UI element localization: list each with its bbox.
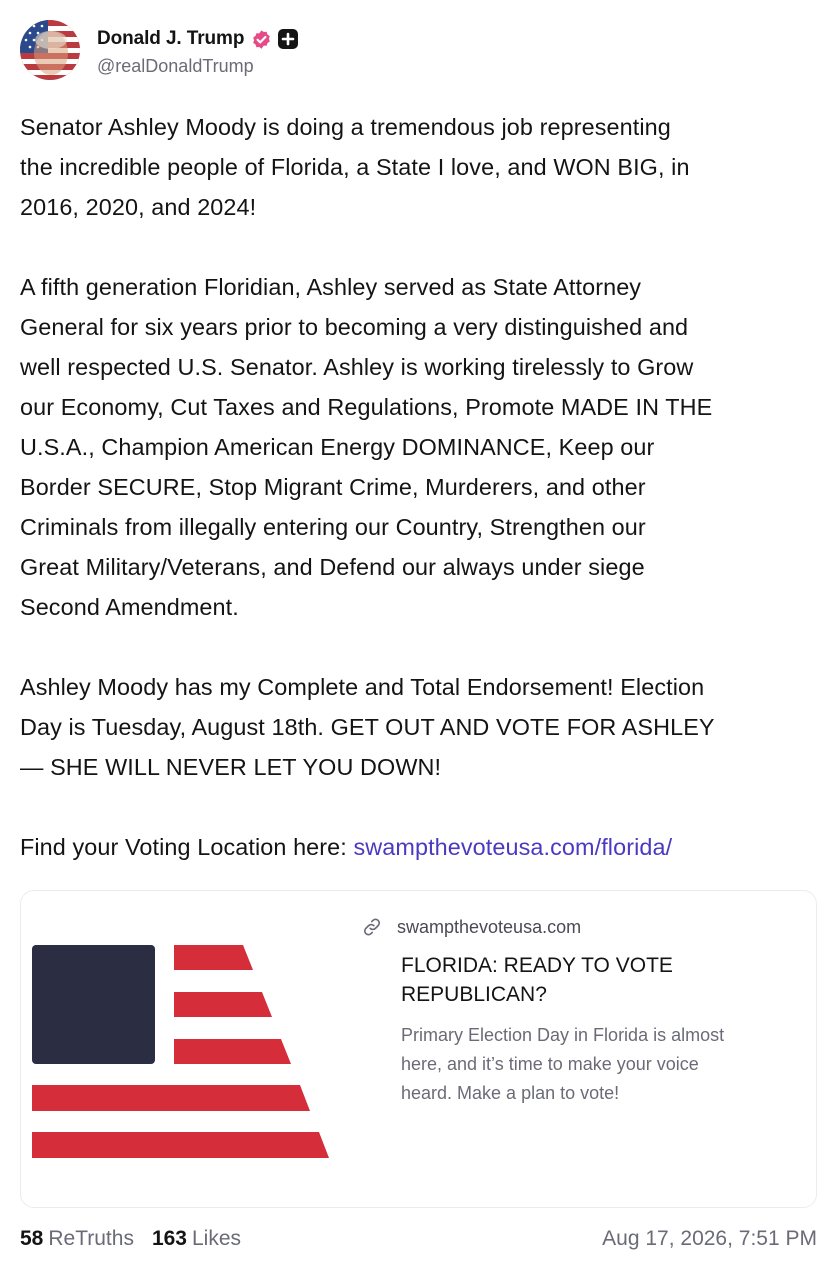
link-preview-info [361, 915, 801, 1108]
author-identity [97, 26, 298, 77]
name-row [97, 26, 298, 52]
link-preview-description: Primary Election Day in Florida is almost here, and it’s time to make your voice heard. Make a plan to vote! [401, 1025, 725, 1103]
voting-location-prefix: Find your Voting Location here: [20, 834, 354, 860]
likes-stat[interactable] [152, 1227, 241, 1251]
post-footer [20, 1223, 817, 1255]
post-header [20, 20, 298, 82]
display-name[interactable]: Donald J. Trump [97, 28, 245, 49]
author-handle[interactable]: @realDonaldTrump [97, 56, 254, 76]
likes-count: 163 [151, 1227, 187, 1250]
link-preview-image [21, 891, 351, 1208]
retruths-count: 58 [20, 1227, 44, 1250]
avatar-image [20, 20, 80, 80]
flag-graphic [21, 891, 351, 1208]
link-icon [361, 916, 383, 938]
likes-label: Likes [192, 1227, 242, 1250]
link-preview-domain-row [361, 915, 801, 939]
voting-location-link[interactable]: swampthevoteusa.com/florida/ [353, 834, 673, 860]
link-preview-title[interactable]: FLORIDA: READY TO VOTE REPUBLICAN? [401, 954, 673, 1006]
verified-badge-icon [251, 29, 272, 50]
link-preview-card[interactable] [20, 890, 817, 1208]
avatar[interactable] [20, 20, 80, 80]
plus-badge-icon [278, 29, 298, 49]
retruths-label: ReTruths [48, 1227, 134, 1250]
voting-location-line [20, 827, 820, 867]
retruths-stat[interactable] [20, 1227, 134, 1251]
post-body [20, 107, 820, 867]
post-paragraph: A fifth generation Floridian, Ashley served as State Attorney General for six years prior to becoming a very distinguished and well respected U.S. Senator. Ashley is working tirelessly to Grow our Economy, Cut Taxes and Regulations, Promote MADE IN THE U.S.A., Champion American Energy DOMINANCE, Keep our Border SECURE, Stop Migrant Crime, Murderers, and other Criminals from illegally entering our Country, Strengthen our Great Military/Veterans, and Defend our always under siege Second Amendment. [20, 274, 713, 620]
link-preview-domain: swampthevoteusa.com [397, 916, 582, 937]
post-timestamp[interactable]: Aug 17, 2026, 7:51 PM [602, 1227, 817, 1250]
post-paragraph: Ashley Moody has my Complete and Total Endorsement! Election Day is Tuesday, August 18th. GET OUT AND VOTE FOR ASHLEY — SHE WILL NEVER LET YOU DOWN! [20, 674, 715, 780]
post-paragraph: Senator Ashley Moody is doing a tremendous job representing the incredible people of Florida, a State I love, and WON BIG, in 2016, 2020, and 2024! [20, 114, 690, 220]
engagement-stats [20, 1227, 259, 1251]
